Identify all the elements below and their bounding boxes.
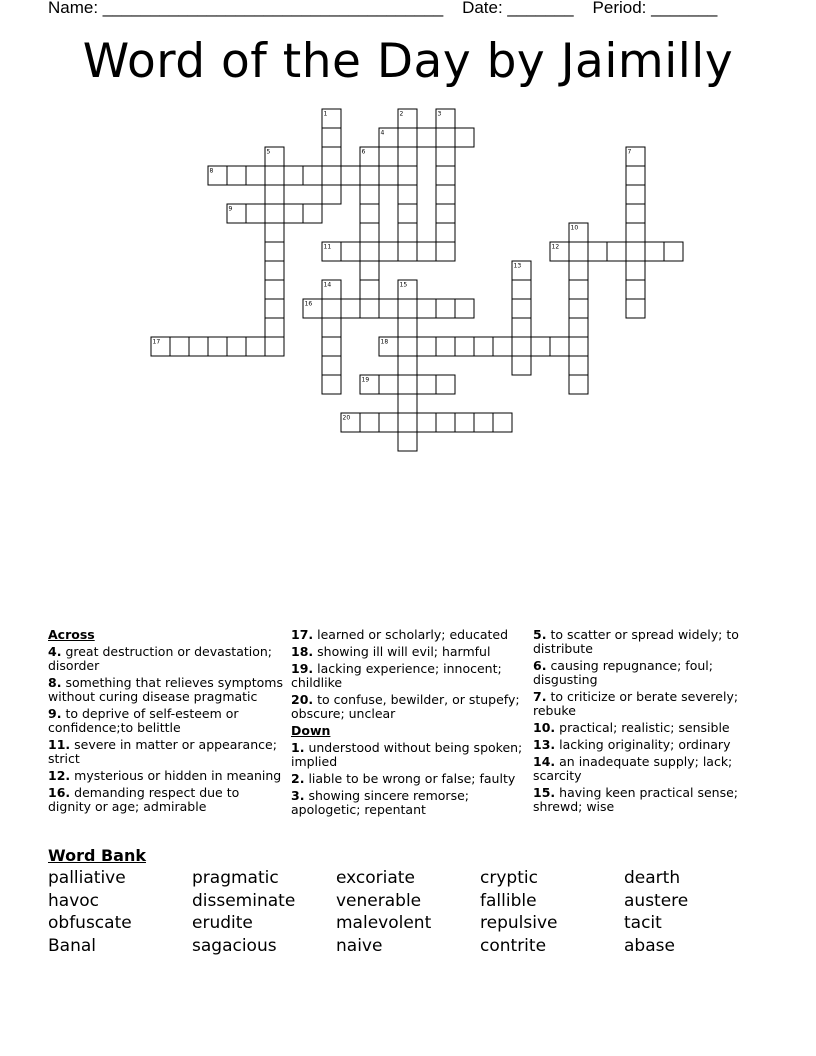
crossword-cell[interactable] bbox=[417, 242, 436, 261]
crossword-cell[interactable] bbox=[436, 242, 455, 261]
clue-down-6: 6. causing repugnance; foul; disgusting bbox=[533, 658, 713, 687]
crossword-cell[interactable] bbox=[569, 356, 588, 375]
crossword-cell[interactable] bbox=[512, 356, 531, 375]
crossword-cell[interactable] bbox=[417, 128, 436, 147]
crossword-cell[interactable] bbox=[474, 337, 493, 356]
crossword-cell[interactable] bbox=[322, 185, 341, 204]
crossword-cell[interactable] bbox=[436, 166, 455, 185]
crossword-cell[interactable] bbox=[569, 318, 588, 337]
word-bank-item: abase bbox=[624, 936, 675, 957]
word-bank-item: palliative bbox=[48, 868, 126, 888]
crossword-cell[interactable] bbox=[322, 299, 341, 318]
word-bank-item: obfuscate bbox=[48, 913, 132, 934]
crossword-cell[interactable] bbox=[170, 337, 189, 356]
crossword-cell[interactable] bbox=[265, 299, 284, 318]
crossword-cell[interactable] bbox=[512, 318, 531, 337]
crossword-cell[interactable] bbox=[265, 204, 284, 223]
name-field-label: Name: ____________________________________ bbox=[48, 0, 444, 17]
crossword-cell[interactable] bbox=[626, 185, 645, 204]
crossword-cell[interactable] bbox=[341, 299, 360, 318]
clue-down-14: 14. an inadequate supply; lack; scarcity bbox=[533, 754, 733, 783]
crossword-cell[interactable] bbox=[246, 204, 265, 223]
crossword-cell[interactable] bbox=[436, 128, 455, 147]
crossword-cell[interactable] bbox=[360, 242, 379, 261]
cell-number: 3 bbox=[437, 110, 442, 118]
clue-down-15: 15. having keen practical sense; shrewd; wise bbox=[533, 785, 738, 814]
crossword-cell[interactable] bbox=[379, 375, 398, 394]
crossword-cell[interactable] bbox=[303, 204, 322, 223]
clue-column-1 bbox=[48, 628, 284, 817]
crossword-cell[interactable] bbox=[550, 337, 569, 356]
cell-number: 1 bbox=[323, 110, 328, 118]
crossword-cell[interactable] bbox=[436, 204, 455, 223]
crossword-grid bbox=[0, 0, 816, 470]
crossword-cell[interactable] bbox=[626, 166, 645, 185]
crossword-cell[interactable] bbox=[398, 242, 417, 261]
crossword-cell[interactable] bbox=[569, 242, 588, 261]
clue-across-12: 12. mysterious or hidden in meaning bbox=[48, 768, 282, 783]
crossword-cell[interactable] bbox=[265, 185, 284, 204]
page-title: Word of the Day by Jaimilly bbox=[82, 34, 734, 89]
crossword-cell[interactable] bbox=[379, 242, 398, 261]
crossword-cell[interactable] bbox=[322, 166, 341, 185]
crossword-cell[interactable] bbox=[569, 299, 588, 318]
word-bank-item: austere bbox=[624, 890, 689, 911]
crossword-cell[interactable] bbox=[398, 185, 417, 204]
crossword-cell[interactable] bbox=[626, 280, 645, 299]
clue-column-3 bbox=[533, 628, 769, 817]
word-bank-item: dearth bbox=[624, 868, 681, 888]
clue-down-10: 10. practical; realistic; sensible bbox=[533, 720, 730, 735]
crossword-cell[interactable] bbox=[265, 261, 284, 280]
crossword-cell[interactable] bbox=[398, 204, 417, 223]
clue-across-17: 17. learned or scholarly; educated bbox=[291, 627, 509, 642]
crossword-cell[interactable] bbox=[626, 204, 645, 223]
crossword-cell[interactable] bbox=[265, 318, 284, 337]
clue-down-7: 7. to criticize or berate severely; rebuke bbox=[533, 689, 739, 718]
cell-number: 20 bbox=[342, 414, 351, 422]
crossword-cell[interactable] bbox=[379, 299, 398, 318]
crossword-cell[interactable] bbox=[398, 147, 417, 166]
word-bank-item: fallible bbox=[480, 890, 537, 911]
word-bank-item: pragmatic bbox=[192, 868, 279, 888]
crossword-cell[interactable] bbox=[284, 166, 303, 185]
clue-across-16: 16. demanding respect due to dignity or age; admirable bbox=[48, 785, 240, 814]
crossword-cell[interactable] bbox=[360, 204, 379, 223]
crossword-cell[interactable] bbox=[455, 413, 474, 432]
cell-number: 10 bbox=[570, 224, 579, 232]
crossword-cell[interactable] bbox=[626, 242, 645, 261]
cell-number: 9 bbox=[228, 205, 233, 213]
crossword-cell[interactable] bbox=[569, 337, 588, 356]
word-bank bbox=[48, 867, 788, 958]
clue-down-13: 13. lacking originality; ordinary bbox=[533, 737, 731, 752]
crossword-cell[interactable] bbox=[246, 337, 265, 356]
crossword-cell[interactable] bbox=[493, 337, 512, 356]
clue-across-4: 4. great destruction or devastation; disorder bbox=[48, 644, 273, 673]
word-bank-item: erudite bbox=[192, 913, 253, 934]
crossword-cell[interactable] bbox=[455, 128, 474, 147]
clue-down-2: 2. liable to be wrong or false; faulty bbox=[291, 771, 516, 786]
word-bank-item: excoriate bbox=[336, 868, 415, 888]
cell-number: 6 bbox=[361, 148, 366, 156]
crossword-cell[interactable] bbox=[322, 318, 341, 337]
word-bank-item: contrite bbox=[480, 936, 547, 957]
crossword-cell[interactable] bbox=[246, 166, 265, 185]
crossword-cell[interactable] bbox=[227, 337, 246, 356]
crossword-cell[interactable] bbox=[398, 318, 417, 337]
crossword-cell[interactable] bbox=[398, 413, 417, 432]
crossword-cell[interactable] bbox=[512, 280, 531, 299]
period-field-label: Period: _______ bbox=[592, 0, 718, 17]
crossword-cell[interactable] bbox=[436, 375, 455, 394]
cell-number: 17 bbox=[152, 338, 161, 346]
word-bank-item: naive bbox=[336, 936, 383, 957]
date-field-label: Date: _______ bbox=[462, 0, 574, 17]
crossword-cell[interactable] bbox=[265, 166, 284, 185]
crossword-cell[interactable] bbox=[265, 280, 284, 299]
crossword-cell[interactable] bbox=[360, 299, 379, 318]
crossword-cell[interactable] bbox=[569, 375, 588, 394]
cell-number: 8 bbox=[209, 167, 214, 175]
crossword-cell[interactable] bbox=[284, 204, 303, 223]
crossword-cell[interactable] bbox=[398, 356, 417, 375]
crossword-cell[interactable] bbox=[398, 166, 417, 185]
crossword-cell[interactable] bbox=[474, 413, 493, 432]
crossword-cell[interactable] bbox=[607, 242, 626, 261]
crossword-cell[interactable] bbox=[417, 413, 436, 432]
clue-down-1: 1. understood without being spoken; implied bbox=[291, 740, 523, 769]
crossword-cell[interactable] bbox=[322, 337, 341, 356]
cell-number: 19 bbox=[361, 376, 370, 384]
crossword-cell[interactable] bbox=[417, 337, 436, 356]
clue-across-20: 20. to confuse, bewilder, or stupefy; obscure; unclear bbox=[291, 692, 520, 721]
cell-number: 7 bbox=[627, 148, 632, 156]
crossword-cell[interactable] bbox=[626, 261, 645, 280]
crossword-cell[interactable] bbox=[360, 261, 379, 280]
word-bank-item: repulsive bbox=[480, 913, 558, 934]
crossword-cell[interactable] bbox=[398, 375, 417, 394]
clue-across-18: 18. showing ill will evil; harmful bbox=[291, 644, 491, 659]
crossword-cell[interactable] bbox=[436, 185, 455, 204]
crossword-cell[interactable] bbox=[322, 147, 341, 166]
crossword-cell[interactable] bbox=[322, 375, 341, 394]
crossword-cell[interactable] bbox=[322, 356, 341, 375]
crossword-cell[interactable] bbox=[398, 128, 417, 147]
clue-down-5: 5. to scatter or spread widely; to distribute bbox=[533, 627, 739, 656]
down-heading: Down bbox=[291, 723, 331, 738]
cell-number: 15 bbox=[399, 281, 408, 289]
cell-number: 4 bbox=[380, 129, 385, 137]
crossword-cell[interactable] bbox=[398, 337, 417, 356]
word-bank-item: havoc bbox=[48, 890, 99, 911]
cell-number: 14 bbox=[323, 281, 332, 289]
word-bank-item: Banal bbox=[48, 936, 96, 957]
cell-number: 16 bbox=[304, 300, 313, 308]
crossword-cell[interactable] bbox=[360, 413, 379, 432]
crossword-cell[interactable] bbox=[189, 337, 208, 356]
crossword-cell[interactable] bbox=[455, 337, 474, 356]
clue-across-19: 19. lacking experience; innocent; childlike bbox=[291, 661, 502, 690]
crossword-cell[interactable] bbox=[208, 337, 227, 356]
cell-number: 5 bbox=[266, 148, 271, 156]
crossword-cell[interactable] bbox=[265, 337, 284, 356]
word-bank-title: Word Bank bbox=[48, 846, 147, 865]
crossword-cell[interactable] bbox=[664, 242, 683, 261]
clue-down-3: 3. showing sincere remorse; apologetic; repentant bbox=[291, 788, 469, 817]
crossword-cell[interactable] bbox=[436, 337, 455, 356]
crossword-cell[interactable] bbox=[379, 413, 398, 432]
crossword-cell[interactable] bbox=[322, 128, 341, 147]
crossword-cell[interactable] bbox=[531, 337, 550, 356]
across-heading: Across bbox=[48, 627, 95, 642]
crossword-cell[interactable] bbox=[398, 432, 417, 451]
crossword-cell[interactable] bbox=[626, 223, 645, 242]
word-bank-item: disseminate bbox=[192, 890, 296, 911]
crossword-cell[interactable] bbox=[569, 261, 588, 280]
clue-across-8: 8. something that relieves symptoms without curing disease pragmatic bbox=[48, 675, 283, 704]
crossword-cell[interactable] bbox=[379, 166, 398, 185]
crossword-cell[interactable] bbox=[645, 242, 664, 261]
crossword-cell[interactable] bbox=[265, 223, 284, 242]
crossword-cell[interactable] bbox=[493, 413, 512, 432]
word-bank-item: malevolent bbox=[336, 913, 432, 934]
crossword-cell[interactable] bbox=[360, 185, 379, 204]
crossword-cell[interactable] bbox=[512, 299, 531, 318]
cell-number: 11 bbox=[323, 243, 332, 251]
crossword-cell[interactable] bbox=[436, 413, 455, 432]
cell-number: 2 bbox=[399, 110, 404, 118]
crossword-cell[interactable] bbox=[341, 242, 360, 261]
word-bank-item: cryptic bbox=[480, 868, 538, 888]
word-bank-item: sagacious bbox=[192, 936, 277, 957]
crossword-cell[interactable] bbox=[417, 299, 436, 318]
word-bank-item: venerable bbox=[336, 890, 422, 911]
crossword-cell[interactable] bbox=[417, 375, 436, 394]
word-bank-item: tacit bbox=[624, 913, 662, 934]
crossword-cell[interactable] bbox=[436, 299, 455, 318]
crossword-cell[interactable] bbox=[512, 337, 531, 356]
crossword-cell[interactable] bbox=[398, 223, 417, 242]
crossword-cell[interactable] bbox=[341, 166, 360, 185]
crossword-cell[interactable] bbox=[360, 280, 379, 299]
crossword-cell[interactable] bbox=[436, 147, 455, 166]
cell-number: 13 bbox=[513, 262, 522, 270]
clue-column-2 bbox=[291, 628, 527, 820]
cell-number: 18 bbox=[380, 338, 389, 346]
clue-across-9: 9. to deprive of self-esteem or confidence;to belittle bbox=[48, 706, 239, 735]
crossword-cell[interactable] bbox=[303, 166, 322, 185]
cell-number: 12 bbox=[551, 243, 560, 251]
crossword-cell[interactable] bbox=[265, 242, 284, 261]
crossword-cell[interactable] bbox=[455, 299, 474, 318]
crossword-cell[interactable] bbox=[227, 166, 246, 185]
crossword-cell[interactable] bbox=[588, 242, 607, 261]
crossword-cell[interactable] bbox=[360, 223, 379, 242]
crossword-cell[interactable] bbox=[569, 280, 588, 299]
crossword-cell[interactable] bbox=[398, 394, 417, 413]
crossword-cell[interactable] bbox=[436, 223, 455, 242]
clue-across-11: 11. severe in matter or appearance; strict bbox=[48, 737, 277, 766]
crossword-cell[interactable] bbox=[398, 299, 417, 318]
crossword-cell[interactable] bbox=[626, 299, 645, 318]
crossword-cell[interactable] bbox=[360, 166, 379, 185]
